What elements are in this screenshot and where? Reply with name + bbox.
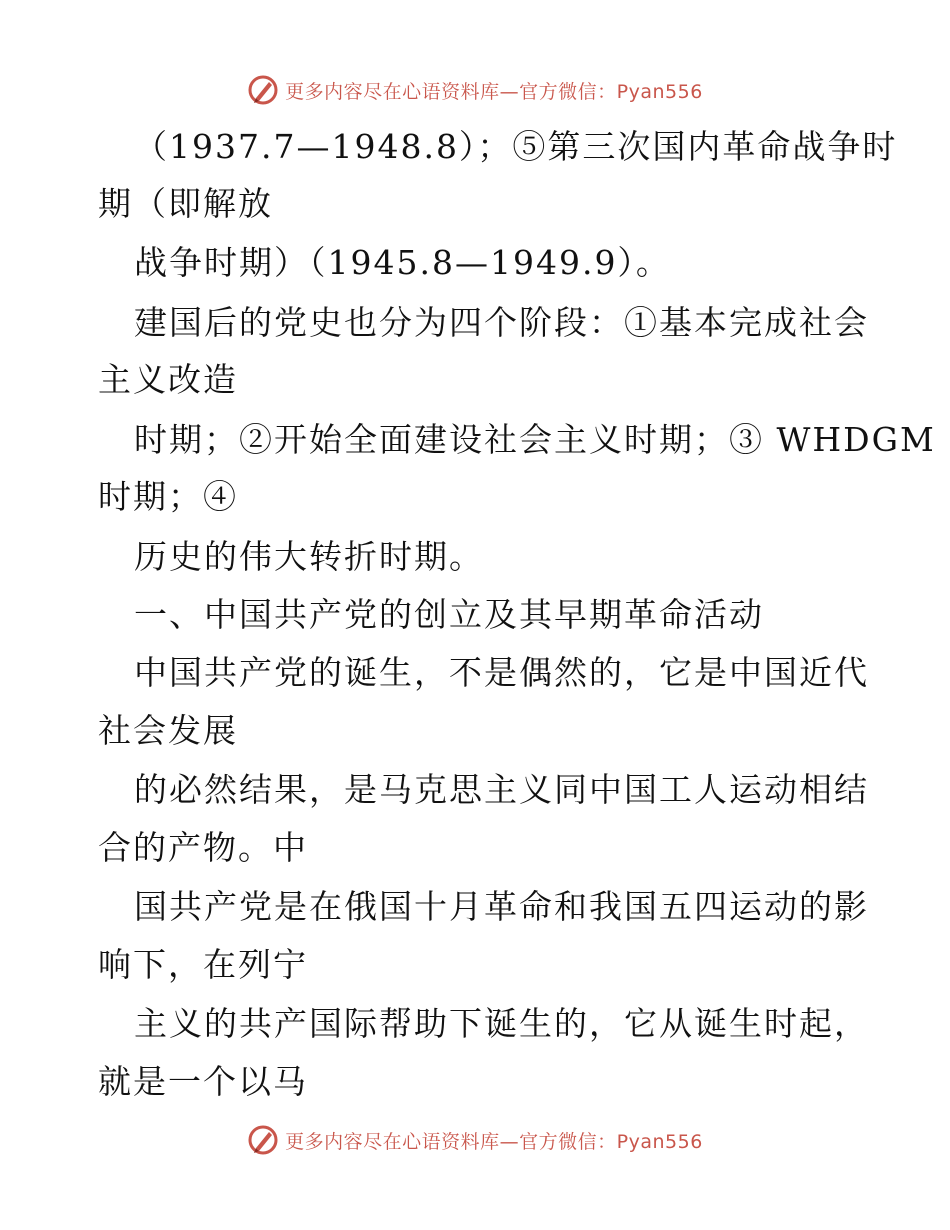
footer-banner-text: 更多内容尽在心语资料库—官方微信：Pyan556 [285, 1130, 703, 1153]
text-line: 期（即解放 [98, 184, 273, 223]
header-banner [0, 70, 950, 110]
text-line: 建国后的党史也分为四个阶段：①基本完成社会 [134, 303, 869, 342]
text-line: 中国共产党的诞生，不是偶然的，它是中国近代 [134, 653, 869, 692]
text-line: 历史的伟大转折时期。 [134, 537, 484, 576]
text-line: 合的产物。中 [98, 828, 308, 867]
text-line: 主义的共产国际帮助下诞生的，它从诞生时起， [134, 1004, 869, 1043]
footer-banner [0, 1120, 950, 1160]
text-line: （1937.7—1948.8）；⑤第三次国内革命战争时 [134, 127, 898, 166]
pen-logo-icon [247, 1124, 279, 1156]
text-line: 主义改造 [98, 360, 238, 399]
text-line: 时期；②开始全面建设社会主义时期；③ WHDGM [134, 420, 936, 459]
text-line: 国共产党是在俄国十月革命和我国五四运动的影 [134, 887, 869, 926]
header-banner-text: 更多内容尽在心语资料库—官方微信：Pyan556 [285, 80, 703, 103]
text-line: 的必然结果，是马克思主义同中国工人运动相结 [134, 770, 869, 809]
text-line: 战争时期）（1945.8—1949.9）。 [134, 243, 671, 282]
section-heading: 一、中国共产党的创立及其早期革命活动 [134, 595, 764, 634]
text-line: 就是一个以马 [98, 1062, 308, 1101]
pen-logo-icon [247, 74, 279, 106]
text-line: 时期；④ [98, 477, 238, 516]
text-line: 响下，在列宁 [98, 945, 308, 984]
text-line: 社会发展 [98, 711, 238, 750]
